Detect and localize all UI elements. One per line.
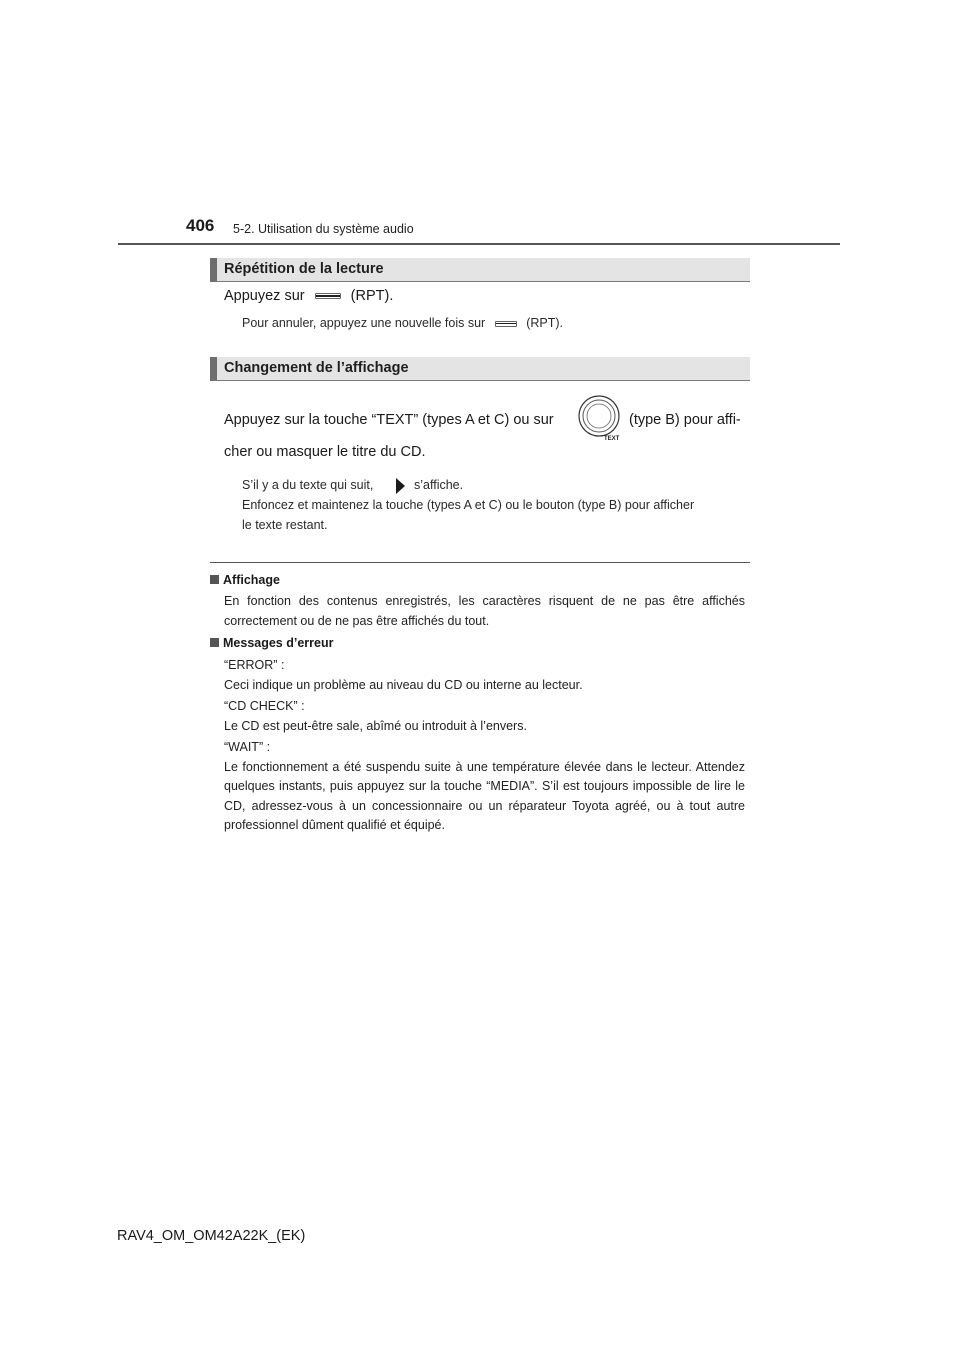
footer-code: RAV4_OM_OM42A22K_(EK) — [117, 1228, 306, 1244]
display-instruction-line2: cher ou masquer le titre du CD. — [224, 444, 426, 460]
header-rule — [118, 243, 840, 245]
error-description: Le fonctionnement a été suspendu suite à une température élevée dans le lecteur. Attendez quelques instants, puis appuyez sur la touche “MEDIA”. S’il est toujours impossible de lire le CD, adressez-vous à un concessionnaire ou un réparateur Toyota agréé, ou à tout autre professionnel dûment qualifié et équipé. — [224, 759, 745, 832]
error-description: Le CD est peut-être sale, abîmé ou introduit à l’envers. — [224, 718, 527, 733]
repeat-instruction-pre: Appuyez sur — [224, 288, 305, 304]
error-code: “CD CHECK” : — [224, 699, 305, 713]
rpt-button-icon — [315, 290, 341, 302]
section-heading-repeat: Répétition de la lecture — [210, 258, 750, 282]
error-code: “WAIT” : — [224, 740, 271, 754]
display-note1-pre: S’il y a du texte qui suit, — [242, 478, 374, 492]
info-affichage-title: Affichage — [223, 573, 280, 587]
square-bullet-icon — [210, 638, 219, 647]
error-description: Ceci indique un problème au niveau du CD ou interne au lecteur. — [224, 677, 583, 692]
error-code: “ERROR” : — [224, 658, 285, 672]
display-instruction-line1-post: (type B) pour affi- — [629, 412, 741, 428]
error-message-item — [224, 738, 745, 836]
display-instruction-line1-pre: Appuyez sur la touche “TEXT” (types A et C) ou sur — [224, 412, 554, 428]
info-affichage-heading — [210, 573, 280, 587]
display-note2-line1: Enfoncez et maintenez la touche (types A et C) ou le bouton (type B) pour afficher — [242, 498, 695, 512]
display-note1-post: s’affiche. — [414, 478, 464, 492]
page-number: 406 — [186, 216, 215, 235]
repeat-instruction — [224, 288, 393, 304]
more-text-arrow-icon — [395, 477, 407, 495]
info-messages-heading — [210, 636, 333, 650]
repeat-note-pre: Pour annuler, appuyez une nouvelle fois sur — [242, 316, 486, 330]
info-messages-title: Messages d’erreur — [223, 636, 334, 650]
knob-label: TEXT — [604, 436, 620, 442]
square-bullet-icon — [210, 575, 219, 584]
rpt-button-icon-small — [495, 319, 517, 329]
repeat-note-post: (RPT). — [526, 316, 564, 330]
repeat-note — [242, 316, 563, 330]
display-note2-line2: le texte restant. — [242, 518, 328, 532]
tune-knob-icon — [577, 394, 625, 442]
section-divider — [210, 562, 750, 563]
repeat-instruction-post: (RPT). — [350, 288, 394, 304]
error-message-item — [224, 697, 745, 736]
section-title: 5-2. Utilisation du système audio — [233, 222, 414, 236]
section-heading-display: Changement de l’affichage — [210, 357, 750, 381]
error-message-item — [224, 656, 745, 695]
info-affichage-text: En fonction des contenus enregistrés, les caractères risquent de ne pas être affichés correctement ou de ne pas être affichés du tout. — [224, 594, 745, 628]
